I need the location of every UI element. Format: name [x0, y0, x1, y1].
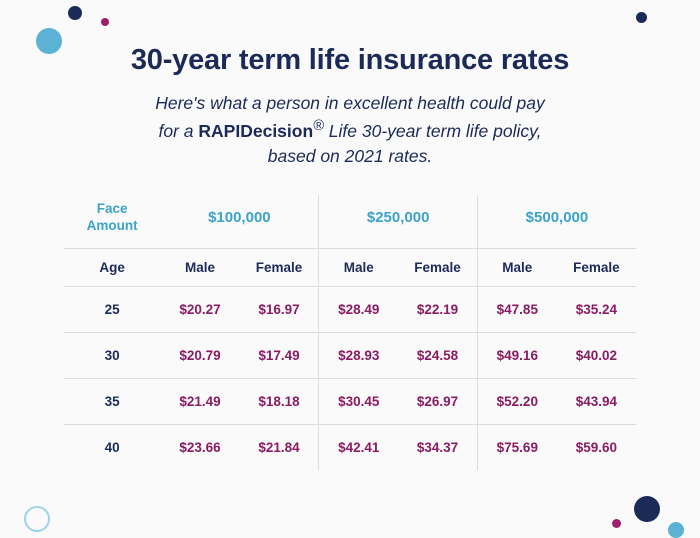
registered-mark: ®: [313, 118, 324, 135]
subtitle-line-1: Here's what a person in excellent health could pay: [155, 93, 545, 113]
cell-rate: $43.94: [557, 378, 636, 424]
cell-age: 25: [64, 286, 160, 332]
column-header-500000-female: Female: [557, 248, 636, 286]
column-header-age: Age: [64, 248, 160, 286]
cell-rate: $75.69: [477, 424, 556, 470]
subtitle-line-2-prefix: for a: [158, 121, 199, 142]
subtitle-line-3: based on 2021 rates.: [267, 146, 433, 167]
cell-rate: $40.02: [557, 332, 636, 378]
cell-rate: $42.41: [319, 424, 398, 470]
cell-age: 40: [104, 439, 120, 455]
table-row: [64, 424, 636, 470]
cell-rate: $16.97: [240, 286, 319, 332]
cell-rate: $22.19: [398, 286, 477, 332]
navy-dot-bottom-right: [634, 496, 660, 522]
subtitle-line-2-suffix: Life 30-year term life policy,: [323, 121, 542, 142]
column-header-100000-male: Male: [160, 248, 239, 286]
table-subheader-row: [64, 248, 636, 286]
group-header-250000: $250,000: [319, 195, 478, 248]
cell-rate: $17.49: [240, 332, 319, 378]
face-amount-line-2: Amount: [86, 217, 138, 233]
cell-age: 35: [64, 378, 160, 424]
column-header-500000-male: Male: [477, 248, 556, 286]
cell-rate: $52.20: [477, 378, 556, 424]
cell-rate: $23.66: [179, 439, 221, 455]
cell-rate: $34.37: [416, 439, 459, 455]
cell-rate: $26.97: [398, 378, 477, 424]
cell-rate: $28.93: [319, 332, 398, 378]
table-row: [64, 286, 636, 332]
cell-rate: $20.27: [160, 286, 239, 332]
page-title: 30-year term life insurance rates: [130, 44, 570, 76]
cell-rate: $35.24: [557, 286, 636, 332]
group-header-500000: $500,000: [477, 195, 636, 248]
cell-rate: $59.60: [575, 439, 617, 455]
cell-rate: $18.18: [240, 378, 319, 424]
cell-rate: $21.84: [258, 439, 300, 455]
cell-rate: $21.49: [160, 378, 239, 424]
table-group-header-row: [64, 195, 636, 248]
face-amount-header: [64, 195, 160, 248]
product-name-ecision: ecision: [252, 121, 314, 142]
cell-rate: $30.45: [319, 378, 398, 424]
cell-rate: $20.79: [160, 332, 239, 378]
column-header-250000-female: Female: [398, 248, 477, 286]
cell-rate: $24.58: [398, 332, 477, 378]
group-header-100000: $100,000: [208, 209, 271, 227]
cell-rate: $49.16: [477, 332, 556, 378]
product-name-rapid: RAPID: [198, 121, 253, 142]
cell-rate: $47.85: [477, 286, 556, 332]
column-header-100000-female: Female: [240, 248, 319, 286]
table-row: [64, 378, 636, 424]
cell-age: 30: [64, 332, 160, 378]
column-header-250000-male: Male: [319, 248, 398, 286]
subtitle: [90, 91, 610, 169]
magenta-dot-bottom-right: [612, 519, 621, 528]
face-amount-line-1: Face: [96, 201, 128, 217]
rates-table: [64, 195, 636, 469]
table-row: [64, 332, 636, 378]
cell-rate: $28.49: [319, 286, 398, 332]
teal-ring-bottom-left: [24, 506, 50, 532]
